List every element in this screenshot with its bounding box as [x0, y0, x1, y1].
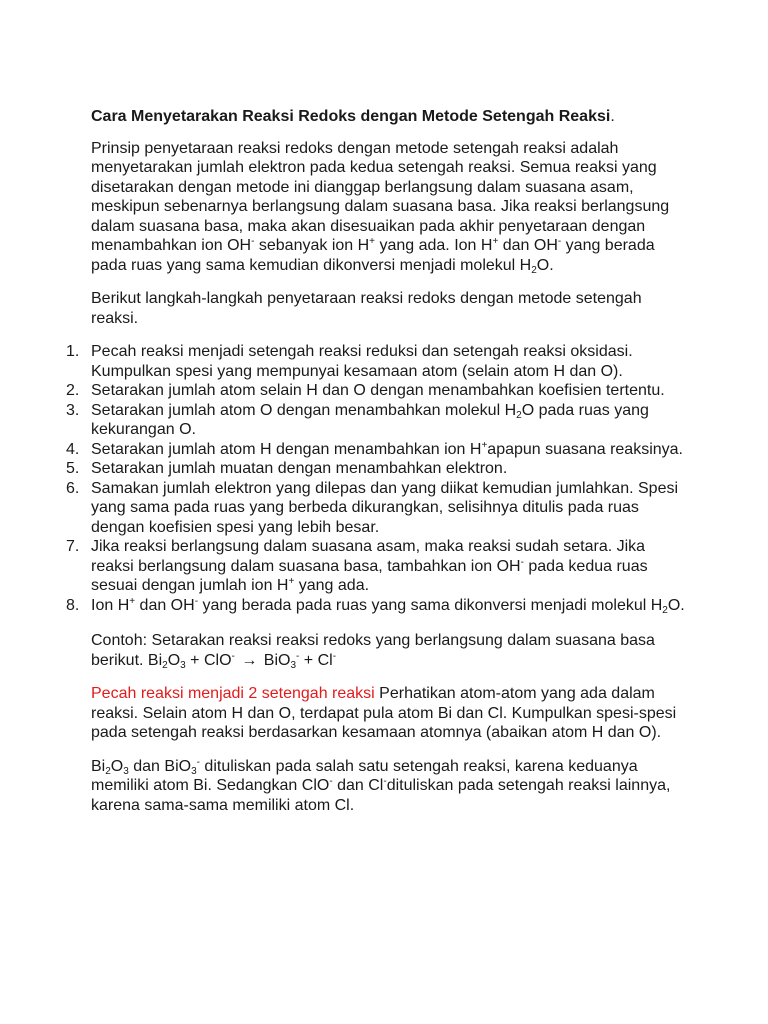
title-line [91, 107, 691, 127]
example-sub: 3 [290, 659, 296, 671]
last-sup: - [196, 756, 200, 768]
last-sup: - [329, 776, 333, 787]
last-text: dituliskan pada salah satu setengah reaksi, karena keduanya memiliki atom Bi. Sedangkan ClO [91, 757, 638, 794]
step-text: Ion H [91, 596, 130, 614]
list-item [66, 537, 691, 596]
intro-text-4: dan OH [498, 237, 558, 254]
list-item [66, 401, 691, 440]
intro-text-3: yang ada. Ion H [375, 237, 493, 254]
example-text: O [167, 651, 181, 669]
step-number: 6. [66, 479, 80, 497]
step-text: Samakan jumlah elektron yang dilepas dan yang diikat kemudian jumlahkan. Spesi yang sama pada ruas yang berbeda dikurangkan, selisihnya ditulis pada ruas dengan koefisien spesi yang lebih besar. [91, 479, 679, 536]
document-body [66, 107, 691, 829]
step-text: Setarakan jumlah atom selain H dan O dengan menambahkan koefisien tertentu. [91, 382, 665, 399]
step-sup: + [288, 576, 295, 587]
step-number: 3. [66, 401, 80, 419]
last-text: dan BiO [128, 757, 192, 775]
step-text: Setarakan jumlah atom H dengan menambahkan ion H [91, 440, 482, 458]
step-number: 1. [66, 343, 80, 360]
list-item [66, 342, 691, 381]
step-number: 4. [66, 440, 80, 458]
step-number: 2. [66, 382, 80, 399]
last-paragraph [91, 757, 691, 816]
step-text: pada kedua ruas sesuai dengan jumlah ion H [91, 557, 648, 594]
step-text: Pecah reaksi menjadi setengah reaksi reduksi dan setengah reaksi oksidasi. Kumpulkan spesi yang mempunyai kesamaan atom (selain atom H dan O). [91, 343, 633, 380]
example-sup: - [231, 650, 235, 662]
intro-text-1: Prinsip penyetaraan reaksi redoks dengan metode setengah reaksi adalah menyetarakan jumlah elektron pada kedua setengah reaksi. Semua reaksi yang disetarakan dengan metode ini dianggap berlangsung dalam suasana asam, meskipun sebenarnya berlangsung dalam suasana basa. Jika reaksi berlangsung dalam suasana basa, maka akan disesuaikan pada akhir penyetaraan dengan menambahkan ion OH [91, 139, 670, 254]
example-sup: - [296, 650, 300, 662]
example-sup: - [332, 650, 337, 662]
example-text: BiO [263, 651, 291, 669]
example-text: Contoh: Setarakan reaksi reaksi redoks yang berlangsung dalam suasana basa berikut. Bi [91, 632, 655, 669]
step-sup: + [129, 595, 136, 607]
highlight-heading: Pecah reaksi menjadi 2 setengah reaksi [91, 685, 375, 702]
steps-list [66, 342, 691, 616]
example-paragraph [91, 631, 691, 670]
step1-text: Perhatikan atom-atom yang ada dalam reaksi. Selain atom H dan O, terdapat pula atom Bi dan Cl. Kumpulkan spesi-spesi pada setengah reaksi berdasarkan kesamaan atomnya (abaikan atom H dan O). [91, 685, 677, 741]
step-text: yang berada pada ruas yang sama dikonversi menjadi molekul H [198, 596, 663, 614]
example-text: + ClO [185, 651, 232, 669]
step-sup: - [520, 556, 524, 568]
step-text: Jika reaksi berlangsung dalam suasana asam, maka reaksi sudah setara. Jika reaksi berlangsung dalam suasana basa, tambahkan ion OH [91, 538, 646, 575]
reaction-arrow: → [241, 651, 258, 669]
title-period: . [610, 108, 615, 125]
step-text: Setarakan jumlah muatan dengan menambahkan elektron. [91, 460, 508, 477]
step-number: 7. [66, 538, 80, 555]
intro-sup-minus-1: - [251, 236, 255, 247]
example-sub: 3 [180, 659, 186, 671]
intro-sub-2: 2 [531, 264, 537, 276]
step-sup: - [194, 595, 199, 607]
step-text: yang ada. [294, 577, 370, 594]
step-text: O. [667, 596, 685, 614]
intro-sup-plus-1: + [369, 236, 376, 247]
step-number: 5. [66, 460, 80, 477]
intro-text-2: sebanyak ion H [254, 237, 370, 254]
last-sub: 2 [105, 765, 111, 777]
intro-paragraph [91, 139, 691, 276]
last-sub: 3 [191, 765, 197, 777]
step-sub: 2 [516, 409, 522, 421]
step-number: 8. [66, 596, 80, 614]
step-sup: + [481, 439, 488, 451]
step-text: dan OH [135, 596, 195, 614]
intro-sup-minus-2: - [557, 236, 562, 247]
intro-sup-plus-2: + [492, 236, 499, 247]
list-item [66, 439, 691, 460]
last-sup: - [383, 776, 387, 787]
last-text: dan Cl [332, 777, 384, 794]
last-text: Bi [91, 757, 106, 775]
intro-text-6: O. [536, 256, 554, 274]
steps-intro: Berikut langkah-langkah penyetaraan reaksi redoks dengan metode setengah reaksi. [91, 290, 642, 327]
last-sub: 3 [123, 765, 129, 777]
step1-paragraph [91, 684, 691, 743]
list-item [66, 381, 691, 401]
step-sub: 2 [662, 604, 668, 616]
step-text: Setarakan jumlah atom O dengan menambahkan molekul H [91, 401, 517, 419]
last-text: dituliskan pada setengah reaksi lainnya, karena sama-sama memiliki atom Cl. [91, 777, 671, 814]
example-text: + Cl [299, 651, 333, 669]
list-item [66, 479, 691, 538]
list-item [66, 595, 691, 616]
example-sub: 2 [162, 659, 168, 671]
list-item [66, 459, 691, 479]
document-title: Cara Menyetarakan Reaksi Redoks dengan Metode Setengah Reaksi [91, 108, 611, 125]
step-text: O pada ruas yang kekurangan O. [91, 401, 649, 438]
intro-text-5: yang berada pada ruas yang sama kemudian dikonversi menjadi molekul H [91, 237, 655, 274]
step-text: apapun suasana reaksinya. [487, 440, 683, 458]
last-text: O [110, 757, 124, 775]
